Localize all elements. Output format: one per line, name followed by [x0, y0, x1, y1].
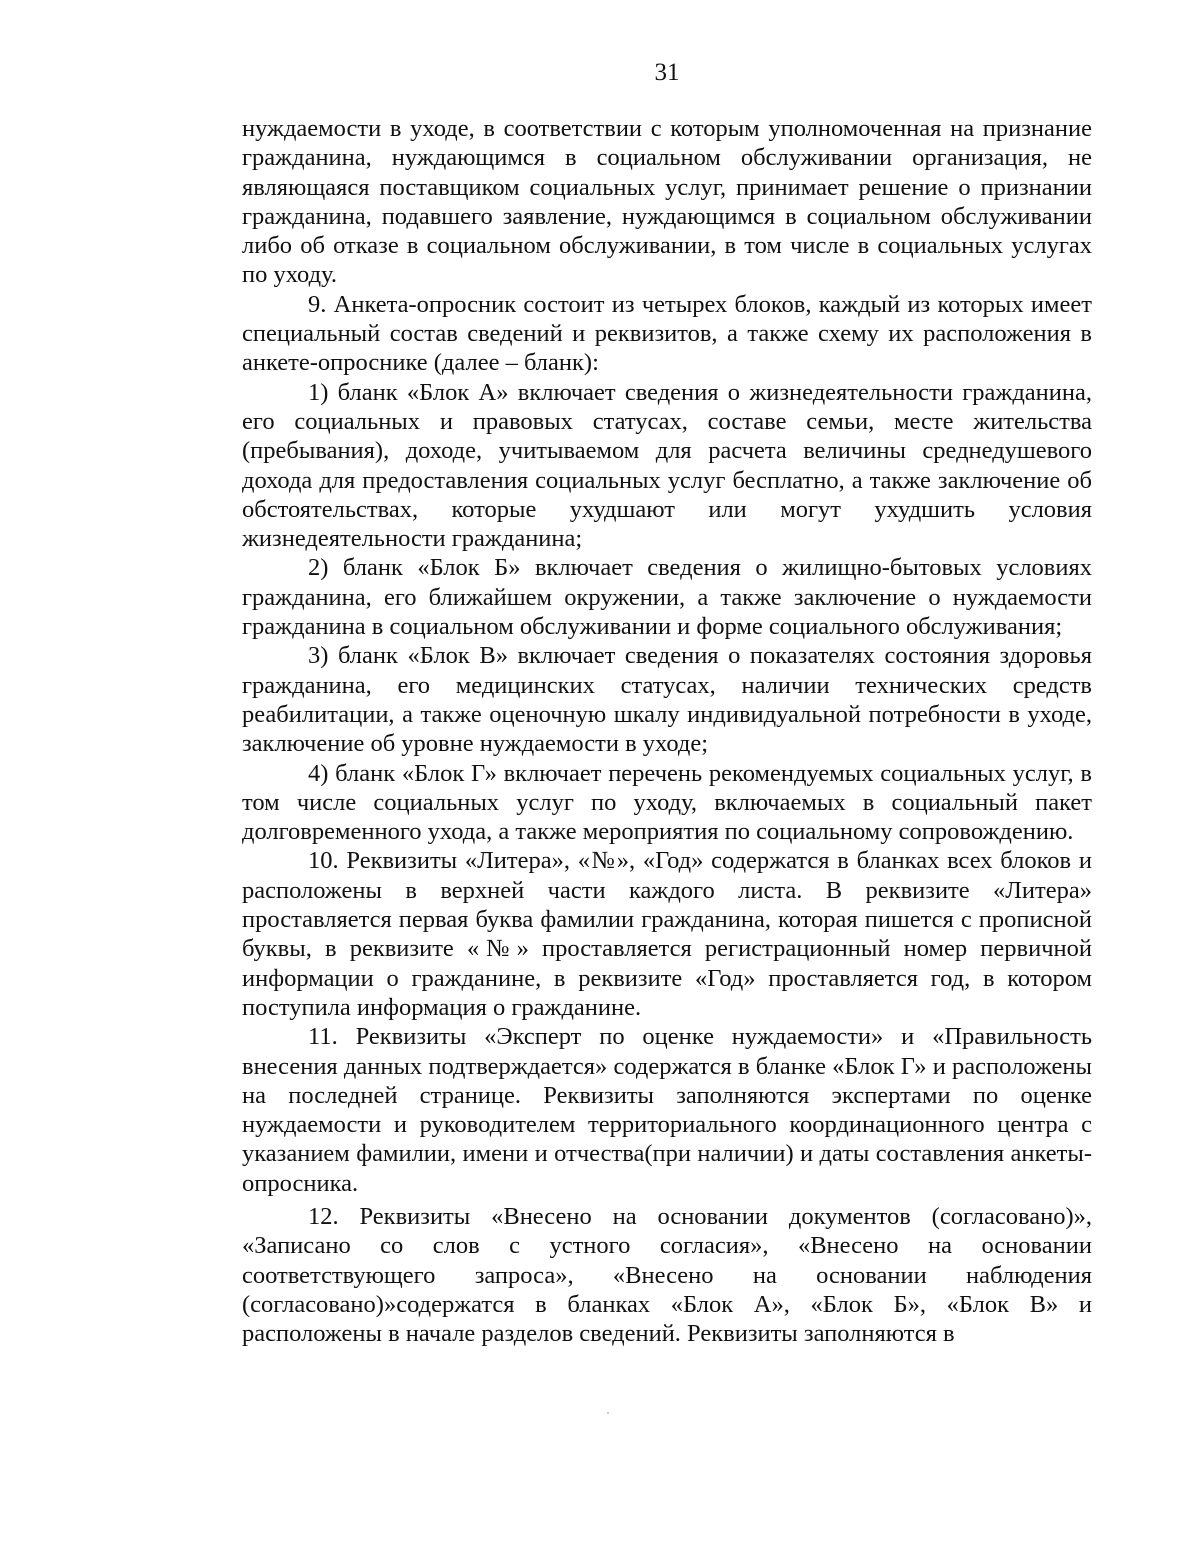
paragraph-10: 10. Реквизиты «Литера», «№», «Год» содержатся в бланках всех блоков и расположены в верхней части каждого листа. В реквизите «Литера» проставляется первая буква фамилии гражданина, которая пишется с прописной буквы, в реквизите «№» проставляется регистрационный номер первичной информации о гражданине, в реквизите «Год» проставляется год, в котором поступила информация о гражданине.	[242, 847, 1092, 1021]
document-body	[242, 114, 1092, 1348]
paragraph-9-item-2: 2) бланк «Блок Б» включает сведения о жилищно-бытовых условиях гражданина, его ближайшем окружении, а также заключение о нуждаемости гражданина в социальном обслуживании и форме социального обслуживания;	[242, 554, 1092, 641]
paragraph-11: 11. Реквизиты «Эксперт по оценке нуждаемости» и «Правильность внесения данных подтверждается» содержатся в бланке «Блок Г» и расположены на последней странице. Реквизиты заполняются экспертами по оценке нуждаемости и руководителем территориального координационного центра с указанием фамилии, имени и отчества(при наличии) и даты составления анкеты-опросника.	[242, 1023, 1092, 1197]
paragraph-9-item-3: 3) бланк «Блок В» включает сведения о показателях состояния здоровья гражданина, его медицинских статусах, наличии технических средств реабилитации, а также оценочную шкалу индивидуальной потребности в уходе, заключение об уровне нуждаемости в уходе;	[242, 642, 1092, 758]
paragraph-9-item-4: 4) бланк «Блок Г» включает перечень рекомендуемых социальных услуг, в том числе социальных услуг по уходу, включаемых в социальный пакет долговременного ухода, а также мероприятия по социальному сопровождению.	[242, 759, 1092, 846]
page-number: 31	[654, 59, 680, 86]
paragraph-9-item-1: 1) бланк «Блок А» включает сведения о жизнедеятельности гражданина, его социальных и правовых статусах, составе семьи, месте жительства (пребывания), доходе, учитываемом для расчета величины среднедушевого дохода для предоставления социальных услуг бесплатно, а также заключение об обстоятельствах, которые ухудшают или могут ухудшить условия жизнедеятельности гражданина;	[242, 378, 1092, 553]
paragraph-9: 9. Анкета-опросник состоит из четырех блоков, каждый из которых имеет специальный состав сведений и реквизитов, а также схему их расположения в анкете-опроснике (далее – бланк):	[242, 290, 1092, 377]
paragraph-12: 12. Реквизиты «Внесено на основании документов (согласовано)», «Записано со слов с устного согласия», «Внесено на основании соответствующего запроса», «Внесено на основании наблюдения (согласовано)»содержатся в бланках «Блок А», «Блок Б», «Блок В» и расположены в начале разделов сведений. Реквизиты заполняются в	[242, 1202, 1092, 1348]
paragraph-continuation: нуждаемости в уходе, в соответствии с которым уполномоченная на признание гражданина, нуждающимся в социальном обслуживании организация, не являющаяся поставщиком социальных услуг, принимает решение о признании гражданина, подавшего заявление, нуждающимся в социальном обслуживании либо об отказе в социальном обслуживании, в том числе в социальных услугах по уходу.	[242, 115, 1092, 289]
scan-speck	[607, 1412, 609, 1414]
